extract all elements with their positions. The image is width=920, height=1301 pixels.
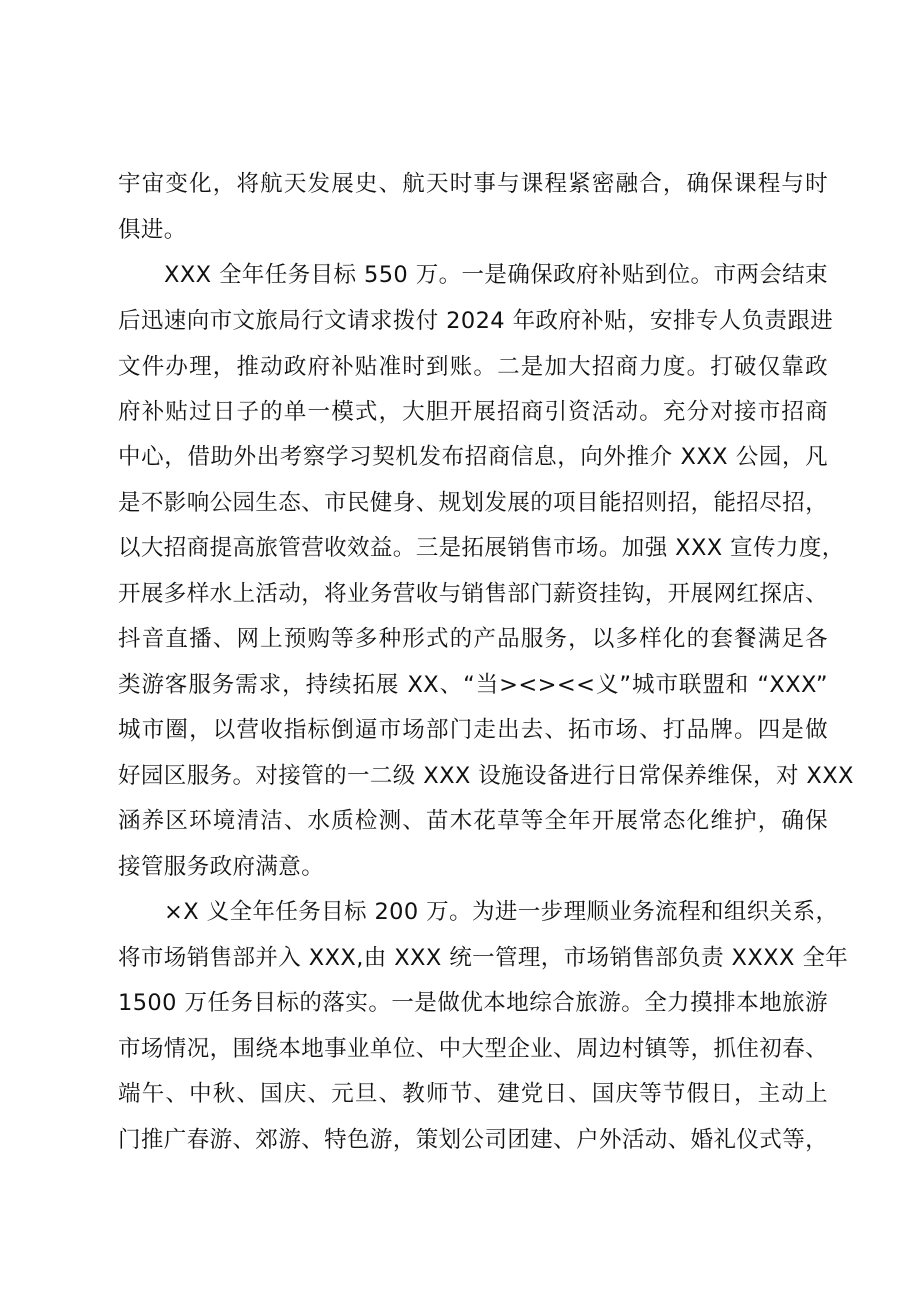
text-line: 将市场销售部并入 XXX,由 XXX 统一管理，市场销售部负责 XXXX 全年 — [118, 945, 849, 971]
text-line: 抖音直播、网上预购等多种形式的产品服务，以多样化的套餐满足各 — [118, 626, 828, 652]
text-line: 端午、中秋、国庆、元旦、教师节、建党日、国庆等节假日，主动上 — [118, 1081, 828, 1107]
text-line: 开展多样水上活动，将业务营收与销售部门薪资挂钩，开展网红探店、 — [118, 581, 828, 607]
text-line: 类游客服务需求，持续拓展 XX、“当><><<义”城市联盟和 “XXX” — [118, 672, 828, 698]
text-line: 宇宙变化，将航天发展史、航天时事与课程紧密融合，确保课程与时 — [118, 171, 828, 197]
text-line: 后迅速向市文旅局行文请求拨付 2024 年政府补贴，安排专人负责跟进 — [118, 308, 834, 334]
text-line: 中心，借助外出考察学习契机发布招商信息，向外推介 XXX 公园，凡 — [118, 444, 828, 470]
text-line: 俱进。 — [118, 217, 187, 243]
text-line: 涵养区环境清洁、水质检测、苗木花草等全年开展常态化维护，确保 — [118, 808, 828, 834]
text-line: 好园区服务。对接管的一二级 XXX 设施设备进行日常保养维保，对 XXX — [118, 763, 854, 789]
text-line: 城市圈，以营收指标倒逼市场部门走出去、拓市场、打品牌。四是做 — [118, 717, 828, 743]
text-line: 以大招商提高旅管营收效益。三是拓展销售市场。加强 XXX 宣传力度， — [118, 535, 845, 561]
text-line: 府补贴过日子的单一模式，大胆开展招商引资活动。充分对接市招商 — [118, 399, 828, 425]
text-line: 门推广春游、郊游、特色游，策划公司团建、户外活动、婚礼仪式等， — [118, 1127, 828, 1153]
paragraph-first-line: XXX 全年任务目标 550 万。一是确保政府补贴到位。市两会结束 — [164, 262, 828, 288]
text-line: 市场情况，围绕本地事业单位、中大型企业、周边村镇等，抓住初春、 — [118, 1036, 828, 1062]
text-line: 1500 万任务目标的落实。一是做优本地综合旅游。全力摸排本地旅游 — [118, 990, 828, 1016]
text-line: 文件办理，推动政府补贴准时到账。二是加大招商力度。打破仅靠政 — [118, 354, 828, 380]
paragraph-first-line: ×X 义全年任务目标 200 万。为进一步理顺业务流程和组织关系， — [164, 899, 839, 925]
text-line: 接管服务政府满意。 — [118, 854, 325, 880]
text-line: 是不影响公园生态、市民健身、规划发展的项目能招则招，能招尽招， — [118, 490, 828, 516]
